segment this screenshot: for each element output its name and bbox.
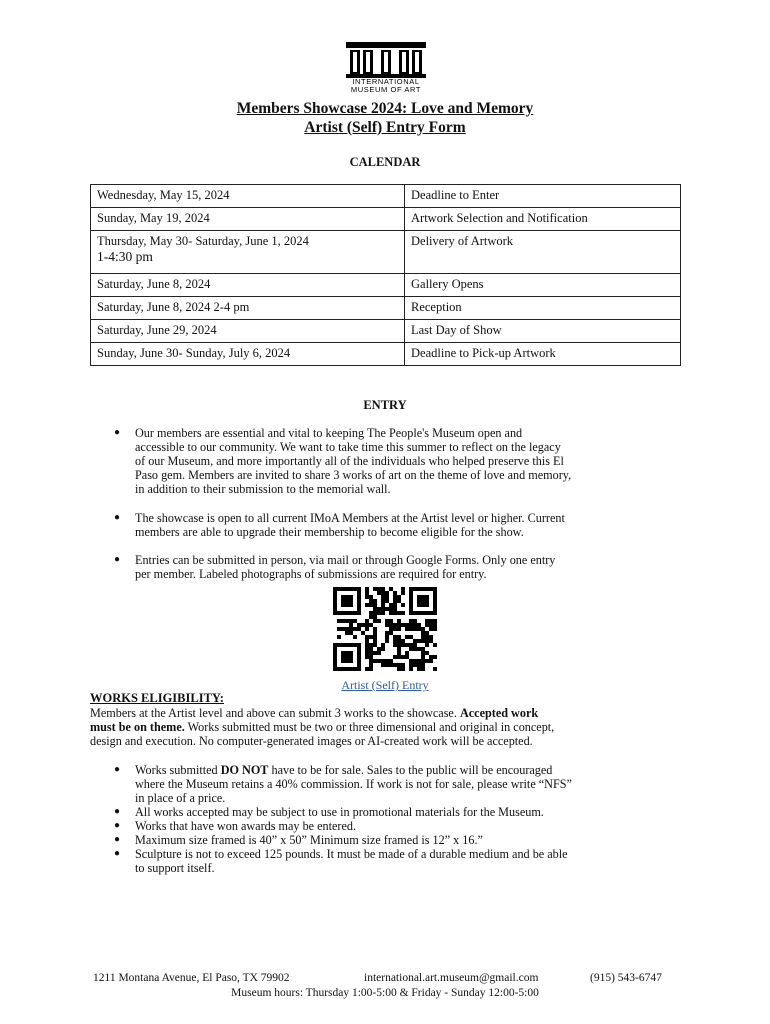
footer-email[interactable]: international.art.museum@gmail.com (364, 972, 539, 984)
event-cell: Reception (405, 297, 681, 320)
table-row (91, 208, 681, 231)
event-cell: Deadline to Enter (405, 185, 681, 208)
list-item (114, 763, 684, 805)
text-line: per member. Labeled photographs of submissions are required for entry. (135, 567, 487, 581)
entry-form-link[interactable]: Artist (Self) Entry (341, 678, 429, 692)
date-cell: Saturday, June 29, 2024 (91, 320, 405, 343)
bold-text: must be on theme. (90, 720, 185, 734)
bullet-icon: ● (114, 820, 121, 831)
text-line: members are able to upgrade their membership to become eligible for the show. (135, 525, 524, 539)
qr-code[interactable] (333, 587, 437, 671)
list-item (114, 819, 684, 833)
list-item (114, 426, 684, 496)
logo-line-1: INTERNATIONAL (352, 77, 420, 86)
bullet-icon: ● (114, 512, 121, 523)
works-eligibility-paragraph (90, 706, 680, 748)
date-cell: Saturday, June 8, 2024 (91, 274, 405, 297)
works-list (114, 763, 684, 875)
text-line: to support itself. (135, 861, 215, 875)
event-cell: Artwork Selection and Notification (405, 208, 681, 231)
bullet-icon: ● (114, 834, 121, 845)
date-cell: Wednesday, May 15, 2024 (91, 185, 405, 208)
text-line: Works that have won awards may be entered. (135, 819, 357, 833)
text-line: All works accepted may be subject to use in promotional materials for the Museum. (135, 805, 544, 819)
table-row (91, 343, 681, 366)
museum-building-icon (344, 42, 428, 78)
text-line: The showcase is open to all current IMoA Members at the Artist level or higher. Current (135, 511, 565, 525)
event-cell: Last Day of Show (405, 320, 681, 343)
bullet-icon: ● (114, 554, 121, 565)
bullet-icon: ● (114, 806, 121, 817)
list-item (114, 805, 684, 819)
form-title: Members Showcase 2024: Love and Memory (236, 100, 534, 117)
entry-list (114, 426, 684, 496)
list-item (114, 847, 684, 875)
text-line: Sculpture is not to exceed 125 pounds. It must be made of a durable medium and be able (135, 847, 568, 861)
list-item (114, 511, 684, 539)
text-line: of our Museum, and more importantly all of the individuals who helped preserve this El (135, 454, 564, 468)
date-line-2: 1-4:30 pm (97, 249, 153, 264)
bullet-icon: ● (114, 427, 121, 438)
text-line (90, 706, 680, 720)
text: Members at the Artist level and above can submit 3 works to the showcase. (90, 706, 460, 720)
list-item (114, 553, 684, 581)
text-line: design and execution. No computer-generated images or AI-created work will be accepted. (90, 734, 533, 748)
table-row (91, 185, 681, 208)
logo-line-2: MUSEUM OF ART (350, 85, 422, 94)
calendar-heading: CALENDAR (349, 155, 421, 169)
bullet-icon: ● (114, 848, 121, 859)
table-row (91, 274, 681, 297)
works-eligibility-heading: WORKS ELIGIBILITY: (90, 691, 224, 705)
calendar-table (90, 184, 681, 366)
event-cell: Gallery Opens (405, 274, 681, 297)
date-cell (91, 231, 405, 274)
event-cell: Deadline to Pick-up Artwork (405, 343, 681, 366)
list-item (114, 833, 684, 847)
text-line: Paso gem. Members are invited to share 3 works of art on the theme of love and memory, (135, 468, 572, 482)
museum-logo (344, 42, 428, 94)
event-cell: Delivery of Artwork (405, 231, 681, 274)
text-line (135, 763, 684, 777)
text-line: accessible to our community. We want to take time this summer to reflect on the legacy (135, 440, 561, 454)
text-line: Maximum size framed is 40” x 50” Minimum size framed is 12” x 16.” (135, 833, 483, 847)
entry-list (114, 511, 684, 539)
text-line: where the Museum retains a 40% commission. If work is not for sale, please write “NFS” (135, 777, 572, 791)
entry-heading: ENTRY (363, 398, 407, 412)
bold-text: Accepted work (459, 706, 539, 720)
date-cell: Sunday, June 30- Sunday, July 6, 2024 (91, 343, 405, 366)
date-line-1: Thursday, May 30- Saturday, June 1, 2024 (97, 234, 309, 248)
footer-address: 1211 Montana Avenue, El Paso, TX 79902 (93, 972, 290, 984)
bullet-icon: ● (114, 764, 121, 775)
table-row (91, 297, 681, 320)
text-line: Entries can be submitted in person, via mail or through Google Forms. Only one entry (135, 553, 556, 567)
date-cell: Sunday, May 19, 2024 (91, 208, 405, 231)
footer-hours: Museum hours: Thursday 1:00-5:00 & Friday - Sunday 12:00-5:00 (231, 987, 539, 999)
form-subtitle: Artist (Self) Entry Form (304, 119, 466, 136)
table-row (91, 320, 681, 343)
date-cell: Saturday, June 8, 2024 2-4 pm (91, 297, 405, 320)
entry-list (114, 553, 684, 581)
footer-phone: (915) 543-6747 (590, 972, 662, 984)
table-row (91, 231, 681, 274)
bold-text: DO NOT (220, 763, 269, 777)
text-line: in addition to their submission to the memorial wall. (135, 482, 391, 496)
text: have to be for sale. Sales to the public will be encouraged (268, 763, 553, 777)
text-line (90, 720, 680, 734)
text-line: Our members are essential and vital to keeping The People's Museum open and (135, 426, 523, 440)
text: Works submitted must be two or three dimensional and original in concept, (184, 720, 555, 734)
text-line: in place of a price. (135, 791, 226, 805)
text: Works submitted (135, 763, 221, 777)
